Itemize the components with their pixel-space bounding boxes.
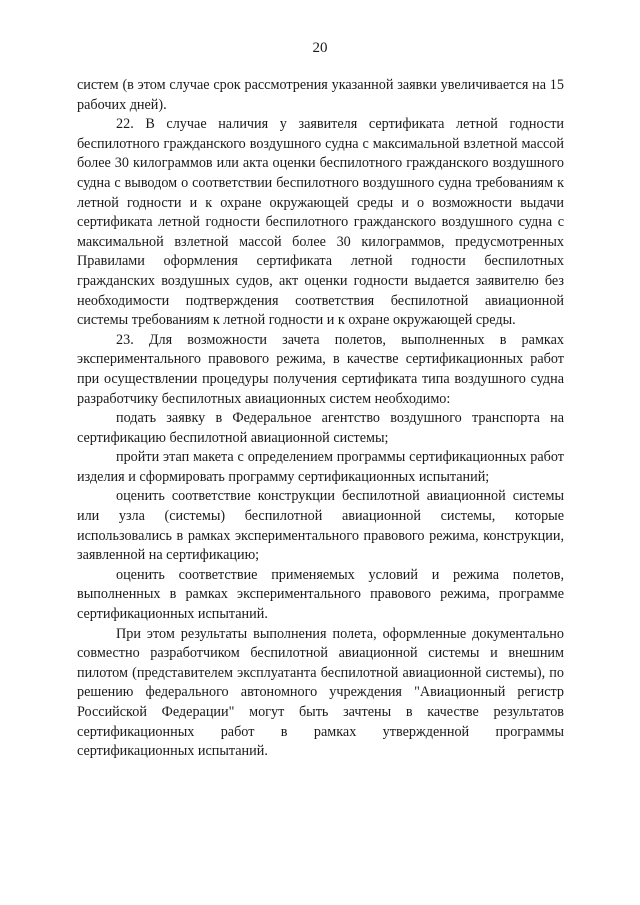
paragraph-subitem-submit-application: подать заявку в Федеральное агентство воздушного транспорта на сертификацию беспилотной авиационной системы; <box>77 410 564 446</box>
paragraph-continuation: систем (в этом случае срок рассмотрения указанной заявки увеличивается на 15 рабочих дней). <box>77 77 564 113</box>
paragraph-subitem-mockup-stage: пройти этап макета с определением программы сертификационных работ изделия и сформировать программу сертификационных испытаний; <box>77 449 564 485</box>
paragraph-subitem-conditions-assessment: оценить соответствие применяемых условий и режима полетов, выполненных в рамках экспериментального правового режима, программе сертификационных испытаний. <box>77 566 564 623</box>
document-body <box>77 76 564 762</box>
paragraph-item-23: 23. Для возможности зачета полетов, выполненных в рамках экспериментального правового режима, в качестве сертификационных работ при осуществлении процедуры получения сертификата типа воздушного судна разработчику беспилотных авиационных систем необходимо: <box>77 331 564 407</box>
paragraph-item-22: 22. В случае наличия у заявителя сертификата летной годности беспилотного гражданского воздушного судна с максимальной взлетной массой более 30 килограммов или акта оценки беспилотного гражданского воздушного судна с выводом о соответствии беспилотного воздушного судна требованиям к летной годности и к охране окружающей среды и о возможности выдачи сертификата летной годности беспилотного гражданского воздушного судна с максимальной взлетной массой более 30 килограммов, предусмотренных Правилами оформления сертификата летной годности беспилотных гражданских воздушных судов, акт оценки годности выдается заявителю без необходимости подтверждения соответствия беспилотной авиационной системы требованиям к летной годности и к охране окружающей среды. <box>77 116 564 329</box>
page-number: 20 <box>312 40 328 56</box>
paragraph-flight-results: При этом результаты выполнения полета, оформленные документально совместно разработчиком беспилотной авиационной системы и внешним пилотом (представителем эксплуатанта беспилотной авиационной системы), по решению федерального автономного учреждения "Авиационный регистр Российской Федерации" могут быть зачтены в качестве результатов сертификационных работ в рамках утвержденной программы сертификационных испытаний. <box>77 625 564 760</box>
paragraph-subitem-design-assessment: оценить соответствие конструкции беспилотной авиационной системы или узла (системы) беспилотной авиационной системы, которые использовались в рамках экспериментального правового режима, конструкции, заявленной на сертификацию; <box>77 488 564 564</box>
